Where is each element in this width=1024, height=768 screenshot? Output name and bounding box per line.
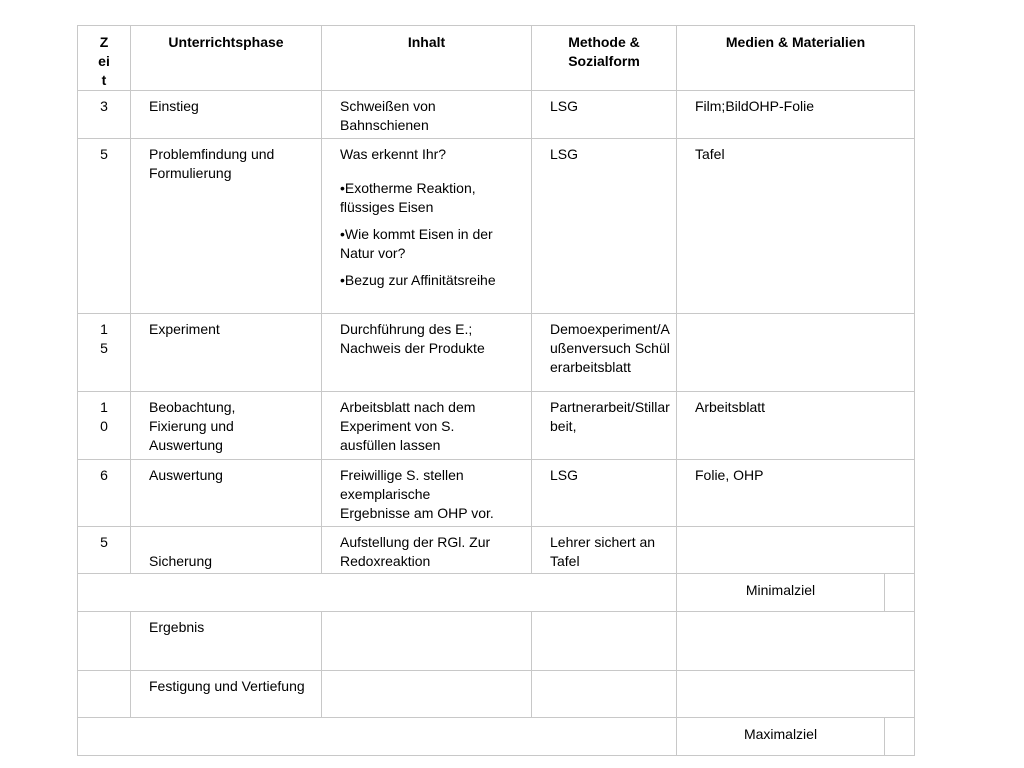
- cell-zeit: 3: [78, 91, 131, 139]
- cell-phase: Ergebnis: [131, 612, 322, 671]
- maximalziel-label: Maximalziel: [677, 718, 885, 756]
- cell-medien: [677, 314, 915, 392]
- cell-methode: LSG: [532, 91, 677, 139]
- cell-medien: [677, 612, 915, 671]
- cell-zeit: 6: [78, 460, 131, 527]
- table-row: [78, 392, 915, 460]
- inhalt-line: •Wie kommt Eisen in der Natur vor?: [340, 226, 493, 261]
- header-inhalt: Inhalt: [322, 26, 532, 91]
- table-row: [78, 139, 915, 314]
- inhalt-line: Was erkennt Ihr?: [340, 146, 447, 162]
- table-row: [78, 91, 915, 139]
- cell-methode: [532, 671, 677, 718]
- maximalziel-spacer: [78, 718, 677, 756]
- cell-inhalt: Aufstellung der RGl. Zur Redoxreaktion: [322, 527, 532, 574]
- cell-zeit: 15: [78, 314, 131, 392]
- minimalziel-end-cell: [885, 574, 915, 612]
- header-medien: Medien & Materialien: [677, 26, 915, 91]
- maximalziel-row: [78, 718, 915, 756]
- inhalt-line: •Exotherme Reaktion, flüssiges Eisen: [340, 180, 476, 215]
- inhalt-line: •Bezug zur Affinitätsreihe: [340, 272, 496, 288]
- table-row: [78, 527, 915, 574]
- cell-zeit: [78, 671, 131, 718]
- header-row: [78, 26, 915, 91]
- cell-zeit: 10: [78, 392, 131, 460]
- cell-phase: Festigung und Vertiefung: [131, 671, 322, 718]
- cell-zeit: 5: [78, 139, 131, 314]
- cell-inhalt: [322, 139, 532, 314]
- ergebnis-row: [78, 612, 915, 671]
- table-row: [78, 460, 915, 527]
- cell-inhalt: Arbeitsblatt nach dem Experiment von S. ausfüllen lassen: [322, 392, 532, 460]
- cell-inhalt: [322, 612, 532, 671]
- cell-methode: [532, 612, 677, 671]
- cell-phase: Sicherung: [131, 527, 322, 574]
- cell-methode: LSG: [532, 460, 677, 527]
- cell-medien: Folie, OHP: [677, 460, 915, 527]
- cell-phase: Experiment: [131, 314, 322, 392]
- cell-phase: Beobachtung, Fixierung und Auswertung: [131, 392, 322, 460]
- lesson-plan-table: [77, 25, 915, 756]
- maximalziel-end-cell: [885, 718, 915, 756]
- festigung-row: [78, 671, 915, 718]
- minimalziel-label: Minimalziel: [677, 574, 885, 612]
- cell-methode: Partnerarbeit/Stillarbeit,: [532, 392, 677, 460]
- cell-medien: [677, 671, 915, 718]
- cell-medien: Tafel: [677, 139, 915, 314]
- cell-medien: Arbeitsblatt: [677, 392, 915, 460]
- header-zeit: Zeit: [78, 26, 131, 91]
- minimalziel-spacer: [78, 574, 677, 612]
- cell-inhalt: Schweißen von Bahnschienen: [322, 91, 532, 139]
- cell-zeit: 5: [78, 527, 131, 574]
- cell-zeit: [78, 612, 131, 671]
- minimalziel-row: [78, 574, 915, 612]
- cell-inhalt: Durchführung des E.; Nachweis der Produkte: [322, 314, 532, 392]
- cell-phase: Auswertung: [131, 460, 322, 527]
- cell-methode: Lehrer sichert an Tafel: [532, 527, 677, 574]
- header-phase: Unterrichtsphase: [131, 26, 322, 91]
- cell-inhalt: [322, 671, 532, 718]
- cell-medien: [677, 527, 915, 574]
- cell-methode: Demoexperiment/Außenversuch Schülerarbeitsblatt: [532, 314, 677, 392]
- cell-phase: Problemfindung und Formulierung: [131, 139, 322, 314]
- table-row: [78, 314, 915, 392]
- cell-medien: Film;BildOHP-Folie: [677, 91, 915, 139]
- cell-phase: Einstieg: [131, 91, 322, 139]
- header-methode: Methode & Sozialform: [532, 26, 677, 91]
- cell-methode: LSG: [532, 139, 677, 314]
- cell-inhalt: Freiwillige S. stellen exemplarische Ergebnisse am OHP vor.: [322, 460, 532, 527]
